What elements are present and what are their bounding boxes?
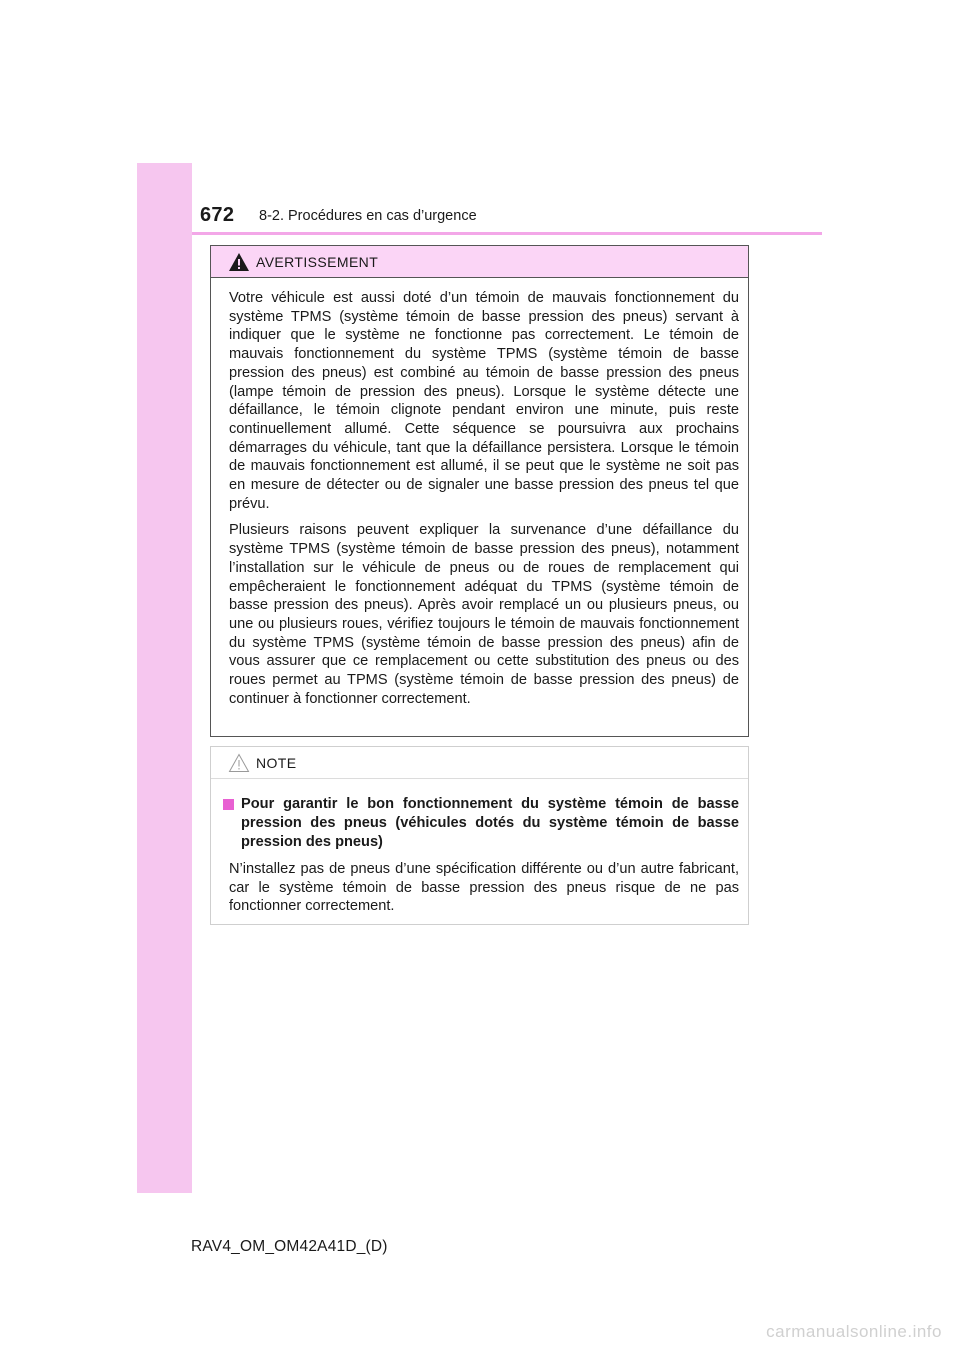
note-text: N’installez pas de pneus d’une spécification différente ou d’un autre fabricant, car le système témoin de basse pression des pneus risque de ne pas fonctionner correctement. <box>229 861 739 915</box>
note-header <box>211 747 748 779</box>
note-title: NOTE <box>256 754 297 771</box>
note-box <box>210 746 749 925</box>
section-title: 8-2. Procédures en cas d’urgence <box>259 208 477 224</box>
warning-paragraph: Plusieurs raisons peuvent expliquer la survenance d’une défaillance du système TPMS (système témoin de basse pression des pneus), notamment l’installation sur le véhicule de pneus ou de roues de remplacement qui empêcheraient le fonctionnement adéquat du TPMS (système témoin de basse pression des pneus). Après avoir remplacé un ou plusieurs pneus, ou une ou plusieurs roues, vérifiez toujours le témoin de mauvais fonctionnement du système TPMS (système témoin de basse pression des pneus) afin de vous assurer que ce remplacement ou cette substitution des pneus ou des roues permet au TPMS (système témoin de basse pression des pneus) de continuer à fonctionner correctement. <box>229 522 739 707</box>
header-rule <box>192 232 822 235</box>
warning-triangle-icon <box>228 252 250 272</box>
note-item <box>229 795 739 860</box>
warning-body <box>211 278 748 708</box>
warning-box <box>210 245 749 737</box>
warning-paragraph: Votre véhicule est aussi doté d’un témoin de mauvais fonctionnement du système TPMS (système témoin de basse pression des pneus) servant à indiquer que le système ne fonctionne pas correctement. Le témoin de mauvais fonctionnement du système TPMS (système témoin de basse pression des pneus) est combiné au témoin de basse pression des pneus (lampe témoin de pression des pneus). Lorsque le système détecte une défaillance, le témoin clignote pendant environ une minute, puis reste continuellement allumé. Cette séquence se poursuivra aux prochains démarrages du véhicule, tant que la défaillance persistera. Lorsque le témoin de mauvais fonctionnement est allumé, il se peut que le système ne soit pas en mesure de détecter ou de signaler une basse pression des pneus tel que prévu. <box>229 290 739 512</box>
caution-triangle-outline-icon <box>228 753 250 773</box>
warning-header <box>211 246 748 278</box>
note-body <box>211 779 748 916</box>
watermark: carmanualsonline.info <box>766 1322 942 1341</box>
side-tab-band <box>137 163 192 1193</box>
warning-title: AVERTISSEMENT <box>256 253 379 270</box>
page-number: 672 <box>200 204 235 226</box>
footer-code: RAV4_OM_OM42A41D_(D) <box>191 1238 388 1255</box>
square-bullet-icon <box>223 799 234 810</box>
note-heading: Pour garantir le bon fonctionnement du système témoin de basse pression des pneus (véhicules dotés du système témoin de basse pression des pneus) <box>241 796 739 850</box>
